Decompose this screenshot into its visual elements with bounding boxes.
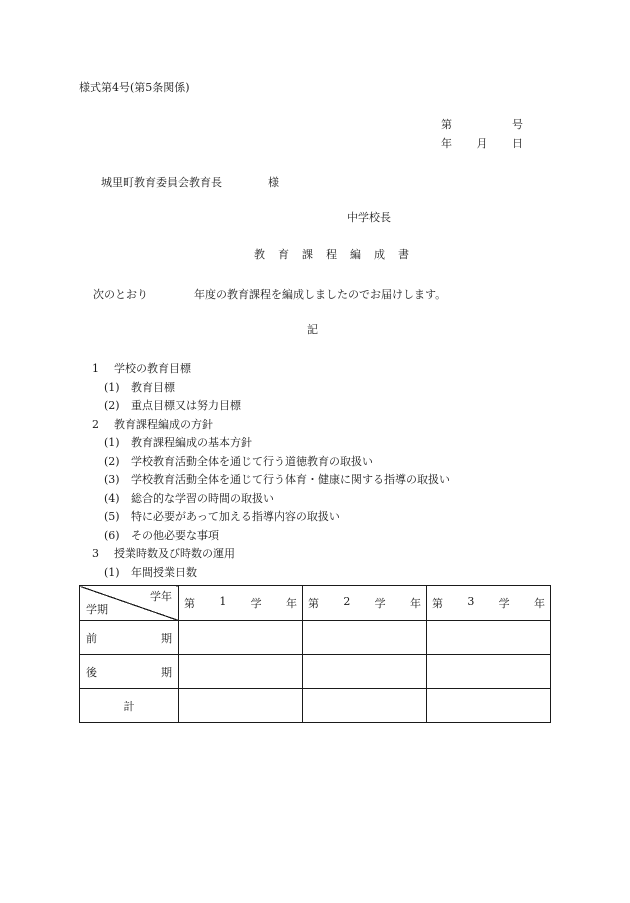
date-year: 年 — [441, 137, 452, 150]
grade-2-char: 2 — [343, 595, 351, 608]
table-cell[interactable] — [427, 621, 551, 655]
outline-number: (1) — [104, 380, 120, 394]
outline-subsection — [92, 564, 450, 583]
outline-number: (2) — [104, 399, 120, 412]
outline-text: 総合的な学習の時間の取扱い — [131, 491, 274, 505]
outline-number: (2) — [104, 454, 120, 468]
form-number: 様式第4号(第5条関係) — [79, 81, 190, 94]
addressee-honorific: 様 — [268, 176, 279, 189]
table-corner-cell — [80, 586, 179, 621]
outline-number: 3 — [92, 547, 99, 560]
row-label-total: 計 — [80, 689, 179, 723]
grade-3-char: 学 — [498, 597, 510, 610]
outline-text: 学校教育活動全体を通じて行う道徳教育の取扱い — [131, 454, 373, 468]
outline-text: その他必要な事項 — [131, 528, 219, 542]
table-cell[interactable] — [427, 689, 551, 723]
table-header-row — [80, 586, 551, 621]
doc-number-suffix: 号 — [512, 118, 523, 131]
grade-3-char: 第 — [432, 597, 443, 610]
table-row — [80, 655, 551, 689]
outline-section — [92, 416, 450, 435]
addressee-name: 城里町教育委員会教育長 — [101, 176, 222, 189]
outline-text: 特に必要があって加える指導内容の取扱い — [131, 510, 340, 523]
grade-2-char: 学 — [374, 597, 386, 610]
outline-number: (5) — [104, 510, 120, 523]
outline-section — [92, 360, 450, 379]
outline-list — [92, 360, 450, 582]
outline-subsection — [92, 527, 450, 546]
grade-header-2 — [303, 586, 427, 621]
grade-2-char: 第 — [308, 597, 319, 610]
grade-header-1 — [179, 586, 303, 621]
outline-number: (3) — [104, 473, 120, 486]
row-label-second-term — [80, 655, 179, 689]
row-label-char: 期 — [161, 631, 172, 645]
outline-text: 教育目標 — [131, 380, 175, 394]
outline-text: 学校教育活動全体を通じて行う体育・健康に関する指導の取扱い — [131, 473, 450, 486]
outline-subsection — [92, 434, 450, 453]
date-month: 月 — [476, 137, 488, 150]
grade-2-char: 年 — [409, 597, 421, 610]
intro-before: 次のとおり — [93, 288, 148, 301]
corner-label-grade: 学年 — [150, 590, 172, 603]
addressee — [101, 176, 279, 190]
doc-number-prefix: 第 — [441, 118, 452, 131]
table-row — [80, 621, 551, 655]
outline-number: (1) — [104, 565, 120, 579]
table-cell[interactable] — [303, 621, 427, 655]
table-cell[interactable] — [179, 621, 303, 655]
outline-section — [92, 545, 450, 564]
grade-1-char: 学 — [250, 597, 262, 610]
grade-1-char: 1 — [219, 595, 227, 608]
outline-text: 教育課程編成の方針 — [114, 417, 213, 431]
outline-subsection — [92, 490, 450, 509]
row-label-first-term — [80, 621, 179, 655]
row-label-char: 後 — [86, 665, 97, 679]
grade-1-char: 第 — [184, 597, 195, 610]
table-cell[interactable] — [179, 655, 303, 689]
outline-subsection — [92, 397, 450, 416]
outline-text: 年間授業日数 — [131, 565, 197, 579]
grade-3-char: 年 — [533, 597, 545, 610]
outline-number: (1) — [104, 436, 120, 449]
ki-heading: 記 — [307, 323, 318, 336]
outline-text: 重点目標又は努力目標 — [131, 399, 241, 412]
annual-school-days-table — [79, 585, 551, 723]
grade-3-char: 3 — [467, 595, 475, 608]
corner-label-term: 学期 — [86, 603, 108, 616]
row-label-char: 期 — [161, 665, 172, 679]
date-line — [441, 137, 523, 151]
outline-number: 1 — [92, 362, 99, 375]
outline-number: 2 — [92, 417, 99, 431]
outline-subsection — [92, 471, 450, 490]
outline-subsection — [92, 379, 450, 398]
document-number-line — [441, 118, 523, 132]
document-title: 教育課程編成書 — [254, 248, 422, 261]
outline-subsection — [92, 453, 450, 472]
sender: 中学校長 — [347, 211, 391, 224]
intro-sentence — [93, 288, 446, 302]
outline-number: (4) — [104, 491, 120, 505]
grade-header-3 — [427, 586, 551, 621]
table-row — [80, 689, 551, 723]
outline-text: 教育課程編成の基本方針 — [131, 436, 252, 449]
outline-text: 学校の教育目標 — [114, 362, 191, 375]
outline-number: (6) — [104, 528, 120, 542]
table-cell[interactable] — [427, 655, 551, 689]
grade-1-char: 年 — [285, 597, 297, 610]
outline-text: 授業時数及び時数の運用 — [114, 547, 235, 560]
table-cell[interactable] — [179, 689, 303, 723]
outline-subsection — [92, 508, 450, 527]
table-cell[interactable] — [303, 655, 427, 689]
table-cell[interactable] — [303, 689, 427, 723]
intro-after: 年度の教育課程を編成しましたのでお届けします。 — [194, 288, 447, 301]
date-day: 日 — [512, 137, 523, 150]
row-label-char: 前 — [86, 631, 97, 645]
